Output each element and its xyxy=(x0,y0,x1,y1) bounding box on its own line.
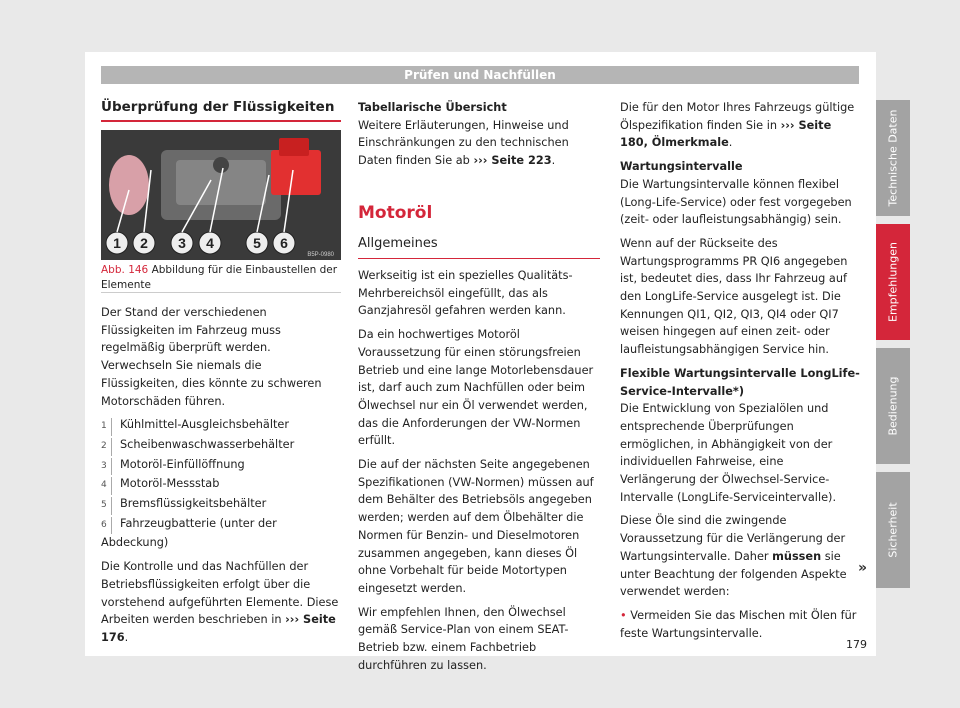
page-link[interactable]: ››› Seite 180, Ölmerkmale xyxy=(620,118,832,150)
list-item: 6 Fahrzeugbatterie (unter der Abdeckung) xyxy=(101,516,277,550)
paragraph: Die auf der nächsten Seite angegebenen Spezifikationen (VW-Normen) müssen auf dem Behälter des Betriebsöls angegeben werden; werden auf dem Ölbehälter die Normen für Benzin- und Dieselmotoren zusammen angegeben, kann dieses Öl ohne Vorbehalt für beide Motortypen eingesetzt werden. xyxy=(358,458,594,595)
figure-code: B5P-0980 xyxy=(307,252,334,258)
column-3 xyxy=(620,99,860,648)
bullet-item: • Vermeiden Sie das Mischen mit Ölen für feste Wartungsintervalle. xyxy=(620,608,857,640)
engine-bay-figure xyxy=(101,130,341,260)
section-title: Überprüfung der Flüssigkeiten xyxy=(101,99,335,115)
allgemeines-subtitle: Allgemeines xyxy=(358,236,438,251)
sidebar-tab-empfehlungen[interactable]: Empfehlungen xyxy=(876,224,910,340)
callout-4: 4 xyxy=(206,235,214,251)
intro-paragraph: Der Stand der verschiedenen Flüssigkeiten im Fahrzeug muss regelmäßig überprüft werden. Verwechseln Sie niemals die Flüssigkeiten, dies könnte zu schweren Motorschäden führen. xyxy=(101,306,322,408)
paragraph: Wir empfehlen Ihnen, den Ölwechsel gemäß Service-Plan von einem SEAT-Betrieb bzw. einem Fachbetrieb durchführen zu lassen. xyxy=(358,605,569,672)
paragraph: Diese Öle sind die zwingende Voraussetzung für die Verlängerung der Wartungsintervalle. Daher müssen sie unter Beachtung der folgenden Aspekte verwendet werden: xyxy=(620,514,847,599)
motoroel-title: Motoröl xyxy=(358,203,433,223)
outro-paragraph: Die Kontrolle und das Nachfüllen der Betriebsflüssigkeiten erfolgt über die vorstehend aufgeführten Elemente. Diese Arbeiten werden beschrieben in ››› Seite 176. xyxy=(101,560,339,644)
column-2 xyxy=(358,267,600,680)
figure-caption-text: Abbildung für die Einbaustellen der Elemente xyxy=(101,264,338,291)
sidebar-tab-bedienung[interactable]: Bedienung xyxy=(876,348,910,464)
page-header: Prüfen und Nachfüllen xyxy=(101,66,859,84)
page-number: 179 xyxy=(846,638,867,651)
sidebar-tab-sicherheit[interactable]: Sicherheit xyxy=(876,472,910,588)
callout-2: 2 xyxy=(140,235,148,251)
list-item: 4 Motoröl-Messstab xyxy=(101,475,341,495)
paragraph: Die Wartungsintervalle können flexibel (Long-Life-Service) oder fest vorgegeben (zeit- oder laufleistungsabhängig) sein. xyxy=(620,177,852,227)
list-item: 3 Motoröl-Einfüllöffnung xyxy=(101,456,341,476)
caption-rule xyxy=(101,292,341,293)
wartungsintervalle-heading: Wartungsintervalle xyxy=(620,160,743,174)
page-link[interactable]: ››› Seite 176 xyxy=(101,613,336,644)
callout-1: 1 xyxy=(113,235,121,251)
tabular-text: Weitere Erläuterungen, Hinweise und Einschränkungen zu den technischen Daten finden Sie ab ››› Seite 223. xyxy=(358,118,569,168)
figure-number: Abb. 146 xyxy=(101,264,149,276)
callout-3: 3 xyxy=(178,235,186,251)
column-2-top xyxy=(358,99,600,176)
subtitle-rule xyxy=(358,258,600,259)
column-1 xyxy=(101,304,341,653)
continue-mark: » xyxy=(858,560,868,576)
paragraph: Wenn auf der Rückseite des Wartungsprogramms PR QI6 angegeben ist, bedeutet dies, dass Ihr Fahrzeug auf den LongLife-Service ausgelegt ist. Die Kennungen QI1, QI2, QI3, QI4 oder QI7 weisen hingegen auf einen zeit- oder laufleistungsabhängigen Service hin. xyxy=(620,236,848,357)
list-item: 2 Scheibenwaschwasserbehälter xyxy=(101,436,341,456)
paragraph: Die für den Motor Ihres Fahrzeugs gültige Ölspezifikation finden Sie in ››› Seite 180, Ölmerkmale. xyxy=(620,101,855,150)
sidebar-tab-technische-daten[interactable]: Technische Daten xyxy=(876,100,910,216)
tabular-heading: Tabellarische Übersicht xyxy=(358,101,507,114)
list-item: 1 Kühlmittel-Ausgleichsbehälter xyxy=(101,416,341,436)
element-list xyxy=(101,416,341,552)
section-rule xyxy=(101,120,341,122)
callout-6: 6 xyxy=(280,235,288,251)
list-item: 5 Bremsflüssigkeitsbehälter xyxy=(101,495,341,515)
callout-5: 5 xyxy=(253,235,261,251)
page-link[interactable]: ››› Seite 223 xyxy=(473,154,552,168)
paragraph: Die Entwicklung von Spezialölen und entsprechende Überprüfungen ermöglichen, in Abhängigkeit von der individuellen Fahrweise, eine Verlängerung der Ölwechsel-Service-Intervalle (LongLife-Serviceintervalle). xyxy=(620,402,837,504)
longlife-heading: Flexible Wartungsintervalle LongLife-Service-Intervalle*) xyxy=(620,366,860,398)
paragraph: Da ein hochwertiges Motoröl Voraussetzung für einen störungsfreien Betrieb und eine lange Motorlebensdauer ist, darf auch zum Nachfüllen oder beim Ölwechsel nur ein Öl verwendet werden, das die Anforderungen der VW-Normen erfüllt. xyxy=(358,328,594,448)
figure-caption xyxy=(101,263,341,293)
paragraph: Werkseitig ist ein spezielles Qualitäts-Mehrbereichsöl eingefüllt, das als Ganzjahresöl gefahren werden kann. xyxy=(358,269,573,318)
